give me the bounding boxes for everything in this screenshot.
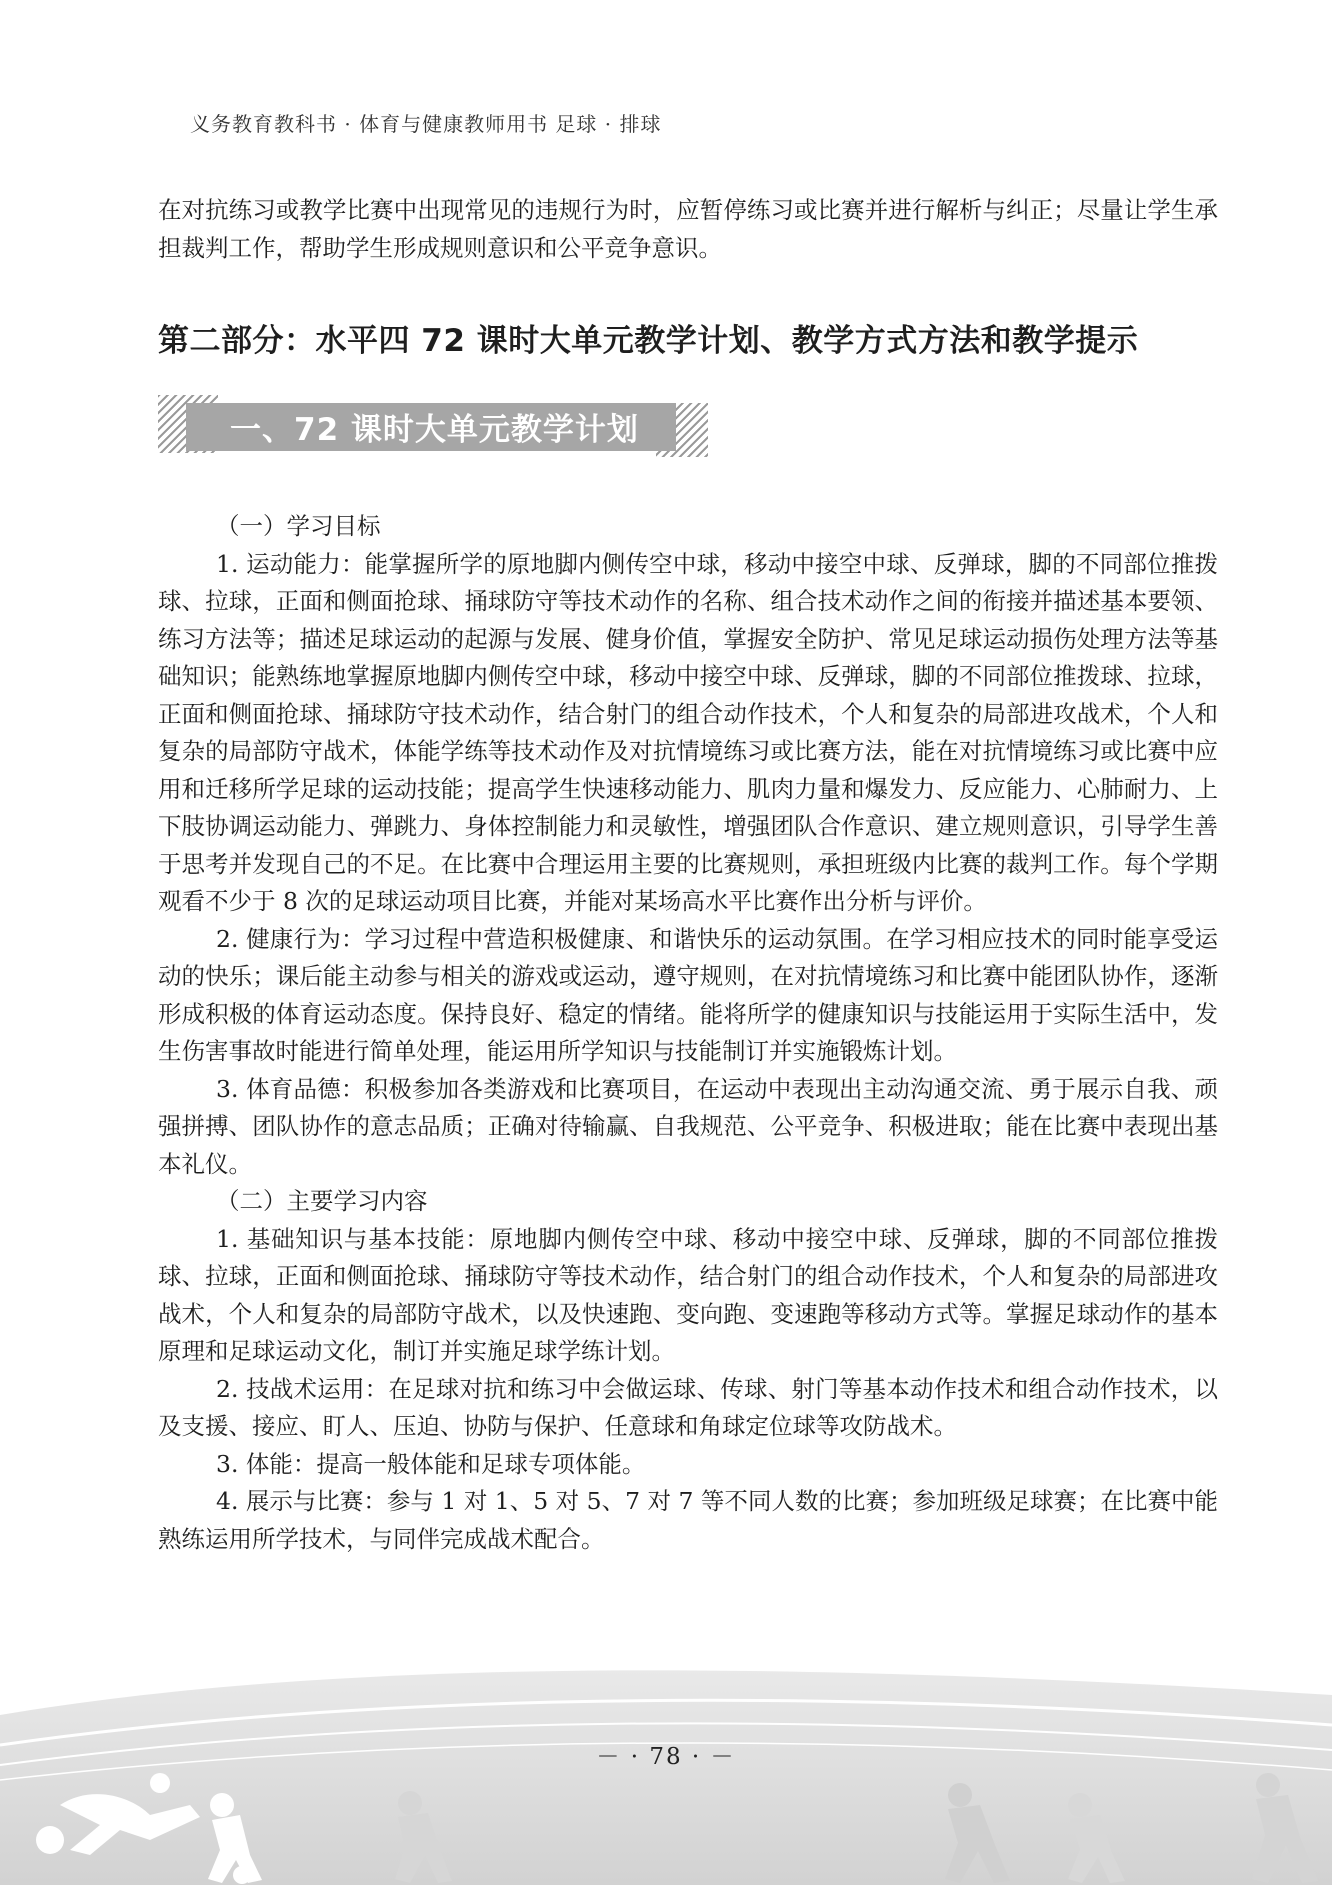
part-title: 第二部分：水平四 72 课时大单元教学计划、教学方式方法和教学提示 <box>158 323 1139 359</box>
footer-wave <box>0 1670 1332 1885</box>
section1-item: 1. 运动能力：能掌握所学的原地脚内侧传空中球，移动中接空中球、反弹球，脚的不同部位推拨球、拉球，正面和侧面抢球、捅球防守等技术动作的名称、组合技术动作之间的衔接并描述基本要领、练习方法等；描述足球运动的起源与发展、健身价值，掌握安全防护、常见足球运动损伤处理方法等基础知识；能熟练地掌握原地脚内侧传空中球，移动中接空中球、反弹球，脚的不同部位推拨球、拉球，正面和侧面抢球、捅球防守技术动作，结合射门的组合动作技术，个人和复杂的局部进攻战术，个人和复杂的局部防守战术，体能学练等技术动作及对抗情境练习或比赛方法，能在对抗情境练习或比赛中应用和迁移所学足球的运动技能；提高学生快速移动能力、肌肉力量和爆发力、反应能力、心肺耐力、上下肢协调运动能力、弹跳力、身体控制能力和灵敏性，增强团队合作意识、建立规则意识，引导学生善于思考并发现自己的不足。在比赛中合理运用主要的比赛规则，承担班级内比赛的裁判工作。每个学期观看不少于 8 次的足球运动项目比赛，并能对某场高水平比赛作出分析与评价。 <box>158 549 1218 915</box>
section2-item: 2. 技战术运用：在足球对抗和练习中会做运球、传球、射门等基本动作技术和组合动作技术，以及支援、接应、盯人、压迫、协防与保护、任意球和角球定位球等攻防战术。 <box>158 1374 1218 1440</box>
section1-heading: （一）学习目标 <box>216 512 381 540</box>
player-silhouette-icon <box>233 1866 251 1884</box>
section1-item: 3. 体育品德：积极参加各类游戏和比赛项目，在运动中表现出主动沟通交流、勇于展示自我、顽强拼搏、团队协作的意志品质；正确对待输赢、自我规范、公平竞争、积极进取；能在比赛中表现出基本礼仪。 <box>158 1074 1218 1178</box>
section-banner-title: 一、72 课时大单元教学计划 <box>230 412 639 448</box>
section2-heading: （二）主要学习内容 <box>216 1187 428 1215</box>
section2-item: 4. 展示与比赛：参与 1 对 1、5 对 5、7 对 7 等不同人数的比赛；参加班级足球赛；在比赛中能熟练运用所学技术，与同伴完成战术配合。 <box>158 1487 1218 1553</box>
section-banner <box>158 395 708 457</box>
section2-item: 3. 体能：提高一般体能和足球专项体能。 <box>216 1449 646 1478</box>
running-head: 义务教育教科书 · 体育与健康教师用书 足球 · 排球 <box>190 112 662 136</box>
section2-item: 1. 基础知识与基本技能：原地脚内侧传空中球、移动中接空中球、反弹球，脚的不同部位推拨球、拉球，正面和侧面抢球、捅球防守等技术动作，结合射门的组合动作技术，个人和复杂的局部进攻战术，个人和复杂的局部防守战术，以及快速跑、变向跑、变速跑等移动方式等。掌握足球动作的基本原理和足球运动文化，制订并实施足球学练计划。 <box>158 1224 1218 1365</box>
section1-item: 2. 健康行为：学习过程中营造积极健康、和谐快乐的运动氛围。在学习相应技术的同时能享受运动的快乐；课后能主动参与相关的游戏或运动，遵守规则，在对抗情境练习和比赛中能团队协作，逐渐形成积极的体育运动态度。保持良好、稳定的情绪。能将所学的健康知识与技能运用于实际生活中，发生伤害事故时能进行简单处理，能运用所学知识与技能制订并实施锻炼计划。 <box>158 924 1218 1065</box>
main-content <box>158 508 1218 1558</box>
page-number: － · 78 · － <box>596 1744 736 1770</box>
intro-paragraph: 在对抗练习或教学比赛中出现常见的违规行为时，应暂停练习或比赛并进行解析与纠正；尽量让学生承担裁判工作，帮助学生形成规则意识和公平竞争意识。 <box>158 196 1218 262</box>
